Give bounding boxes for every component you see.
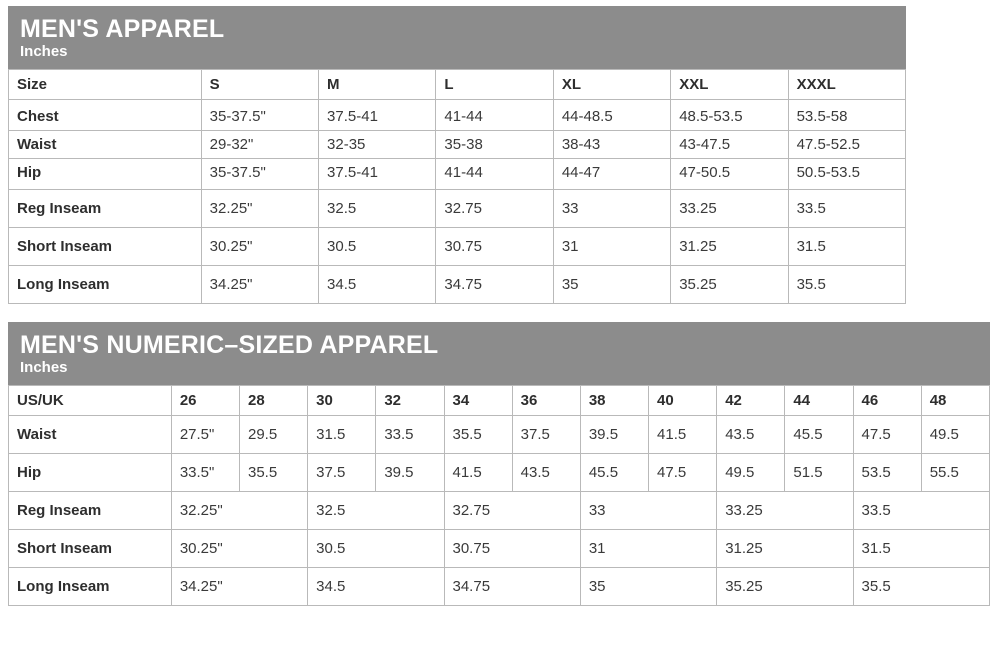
table-cell: 32.5 xyxy=(319,189,436,227)
table-cell: 39.5 xyxy=(580,415,648,453)
mens-apparel-table xyxy=(8,69,906,304)
table-cell: 43-47.5 xyxy=(671,130,788,158)
table-cell: 35-38 xyxy=(436,130,553,158)
table-cell: 44-47 xyxy=(553,158,670,189)
row-label: Waist xyxy=(9,415,172,453)
table-cell: 33.5" xyxy=(171,453,239,491)
table-cell: 35-37.5" xyxy=(201,158,318,189)
table-cell: 31.5 xyxy=(853,529,989,567)
table-cell: 51.5 xyxy=(785,453,853,491)
block-spacer xyxy=(0,304,1000,322)
table-cell: 35.5 xyxy=(853,567,989,605)
table-cell: 41-44 xyxy=(436,158,553,189)
row-label: Long Inseam xyxy=(9,265,202,303)
column-header: Size xyxy=(9,69,202,99)
mens-apparel-title: MEN'S APPAREL xyxy=(20,15,225,43)
table-cell: 32.25" xyxy=(171,491,307,529)
table-row xyxy=(9,567,990,605)
table-cell: 31 xyxy=(580,529,716,567)
table-cell: 31.25 xyxy=(717,529,853,567)
column-header: 26 xyxy=(171,385,239,415)
table-cell: 31.5 xyxy=(308,415,376,453)
column-header: S xyxy=(201,69,318,99)
table-row xyxy=(9,453,990,491)
column-header: 44 xyxy=(785,385,853,415)
table-cell: 55.5 xyxy=(921,453,989,491)
table-cell: 27.5" xyxy=(171,415,239,453)
mens-apparel-block xyxy=(8,6,906,304)
column-header: XXL xyxy=(671,69,788,99)
table-cell: 45.5 xyxy=(580,453,648,491)
table-cell: 47.5 xyxy=(649,453,717,491)
table-cell: 37.5 xyxy=(512,415,580,453)
table-cell: 49.5 xyxy=(921,415,989,453)
row-label: Short Inseam xyxy=(9,529,172,567)
table-cell: 41-44 xyxy=(436,99,553,130)
table-cell: 41.5 xyxy=(649,415,717,453)
table-row xyxy=(9,265,906,303)
table-header-row xyxy=(9,69,906,99)
table-row xyxy=(9,189,906,227)
table-cell: 43.5 xyxy=(717,415,785,453)
table-cell: 35-37.5" xyxy=(201,99,318,130)
table-cell: 47-50.5 xyxy=(671,158,788,189)
row-label: Hip xyxy=(9,453,172,491)
table-cell: 30.75 xyxy=(444,529,580,567)
table-cell: 34.75 xyxy=(436,265,553,303)
table-cell: 37.5 xyxy=(308,453,376,491)
table-cell: 33.5 xyxy=(376,415,444,453)
column-header: 38 xyxy=(580,385,648,415)
row-label: Hip xyxy=(9,158,202,189)
table-cell: 32.5 xyxy=(308,491,444,529)
column-header: 36 xyxy=(512,385,580,415)
table-cell: 34.25" xyxy=(171,567,307,605)
table-cell: 31 xyxy=(553,227,670,265)
table-cell: 44-48.5 xyxy=(553,99,670,130)
table-row xyxy=(9,415,990,453)
table-header-row xyxy=(9,385,990,415)
table-row xyxy=(9,227,906,265)
row-label: Reg Inseam xyxy=(9,189,202,227)
table-cell: 30.5 xyxy=(319,227,436,265)
table-cell: 53.5-58 xyxy=(788,99,905,130)
column-header: 28 xyxy=(239,385,307,415)
table-cell: 53.5 xyxy=(853,453,921,491)
row-label: Waist xyxy=(9,130,202,158)
table-cell: 35.5 xyxy=(788,265,905,303)
row-label: Short Inseam xyxy=(9,227,202,265)
table-cell: 33.5 xyxy=(853,491,989,529)
row-label: Long Inseam xyxy=(9,567,172,605)
table-cell: 37.5-41 xyxy=(319,158,436,189)
column-header: M xyxy=(319,69,436,99)
table-cell: 45.5 xyxy=(785,415,853,453)
table-cell: 33 xyxy=(553,189,670,227)
column-header: 32 xyxy=(376,385,444,415)
column-header: 40 xyxy=(649,385,717,415)
table-row xyxy=(9,491,990,529)
table-cell: 33 xyxy=(580,491,716,529)
table-cell: 32-35 xyxy=(319,130,436,158)
table-cell: 39.5 xyxy=(376,453,444,491)
mens-numeric-apparel-header xyxy=(8,322,990,385)
table-cell: 50.5-53.5 xyxy=(788,158,905,189)
column-header: 42 xyxy=(717,385,785,415)
mens-numeric-apparel-units: Inches xyxy=(20,359,68,376)
mens-numeric-apparel-title: MEN'S NUMERIC–SIZED APPAREL xyxy=(20,330,439,359)
table-row xyxy=(9,529,990,567)
table-cell: 35.5 xyxy=(444,415,512,453)
table-cell: 37.5-41 xyxy=(319,99,436,130)
table-cell: 29-32" xyxy=(201,130,318,158)
table-cell: 30.25" xyxy=(201,227,318,265)
table-cell: 34.75 xyxy=(444,567,580,605)
table-cell: 30.5 xyxy=(308,529,444,567)
mens-numeric-apparel-block xyxy=(8,322,990,606)
table-cell: 34.5 xyxy=(319,265,436,303)
table-cell: 30.75 xyxy=(436,227,553,265)
mens-apparel-header xyxy=(8,6,906,69)
column-header: XL xyxy=(553,69,670,99)
column-header: L xyxy=(436,69,553,99)
table-cell: 35.25 xyxy=(717,567,853,605)
column-header: 30 xyxy=(308,385,376,415)
table-cell: 32.75 xyxy=(444,491,580,529)
table-cell: 34.5 xyxy=(308,567,444,605)
table-cell: 49.5 xyxy=(717,453,785,491)
mens-numeric-apparel-table xyxy=(8,385,990,606)
column-header: 46 xyxy=(853,385,921,415)
column-header: XXXL xyxy=(788,69,905,99)
table-cell: 31.5 xyxy=(788,227,905,265)
table-cell: 33.25 xyxy=(717,491,853,529)
table-cell: 32.75 xyxy=(436,189,553,227)
table-cell: 38-43 xyxy=(553,130,670,158)
column-header: US/UK xyxy=(9,385,172,415)
table-cell: 35.5 xyxy=(239,453,307,491)
column-header: 34 xyxy=(444,385,512,415)
table-cell: 41.5 xyxy=(444,453,512,491)
table-cell: 34.25" xyxy=(201,265,318,303)
table-cell: 35.25 xyxy=(671,265,788,303)
table-cell: 31.25 xyxy=(671,227,788,265)
mens-apparel-units: Inches xyxy=(20,43,68,61)
table-cell: 30.25" xyxy=(171,529,307,567)
table-cell: 33.25 xyxy=(671,189,788,227)
table-cell: 47.5 xyxy=(853,415,921,453)
table-cell: 43.5 xyxy=(512,453,580,491)
table-cell: 29.5 xyxy=(239,415,307,453)
row-label: Reg Inseam xyxy=(9,491,172,529)
table-row xyxy=(9,158,906,189)
table-cell: 35 xyxy=(553,265,670,303)
table-cell: 32.25" xyxy=(201,189,318,227)
column-header: 48 xyxy=(921,385,989,415)
row-label: Chest xyxy=(9,99,202,130)
table-cell: 47.5-52.5 xyxy=(788,130,905,158)
table-row xyxy=(9,130,906,158)
table-row xyxy=(9,99,906,130)
table-cell: 48.5-53.5 xyxy=(671,99,788,130)
table-cell: 33.5 xyxy=(788,189,905,227)
table-cell: 35 xyxy=(580,567,716,605)
